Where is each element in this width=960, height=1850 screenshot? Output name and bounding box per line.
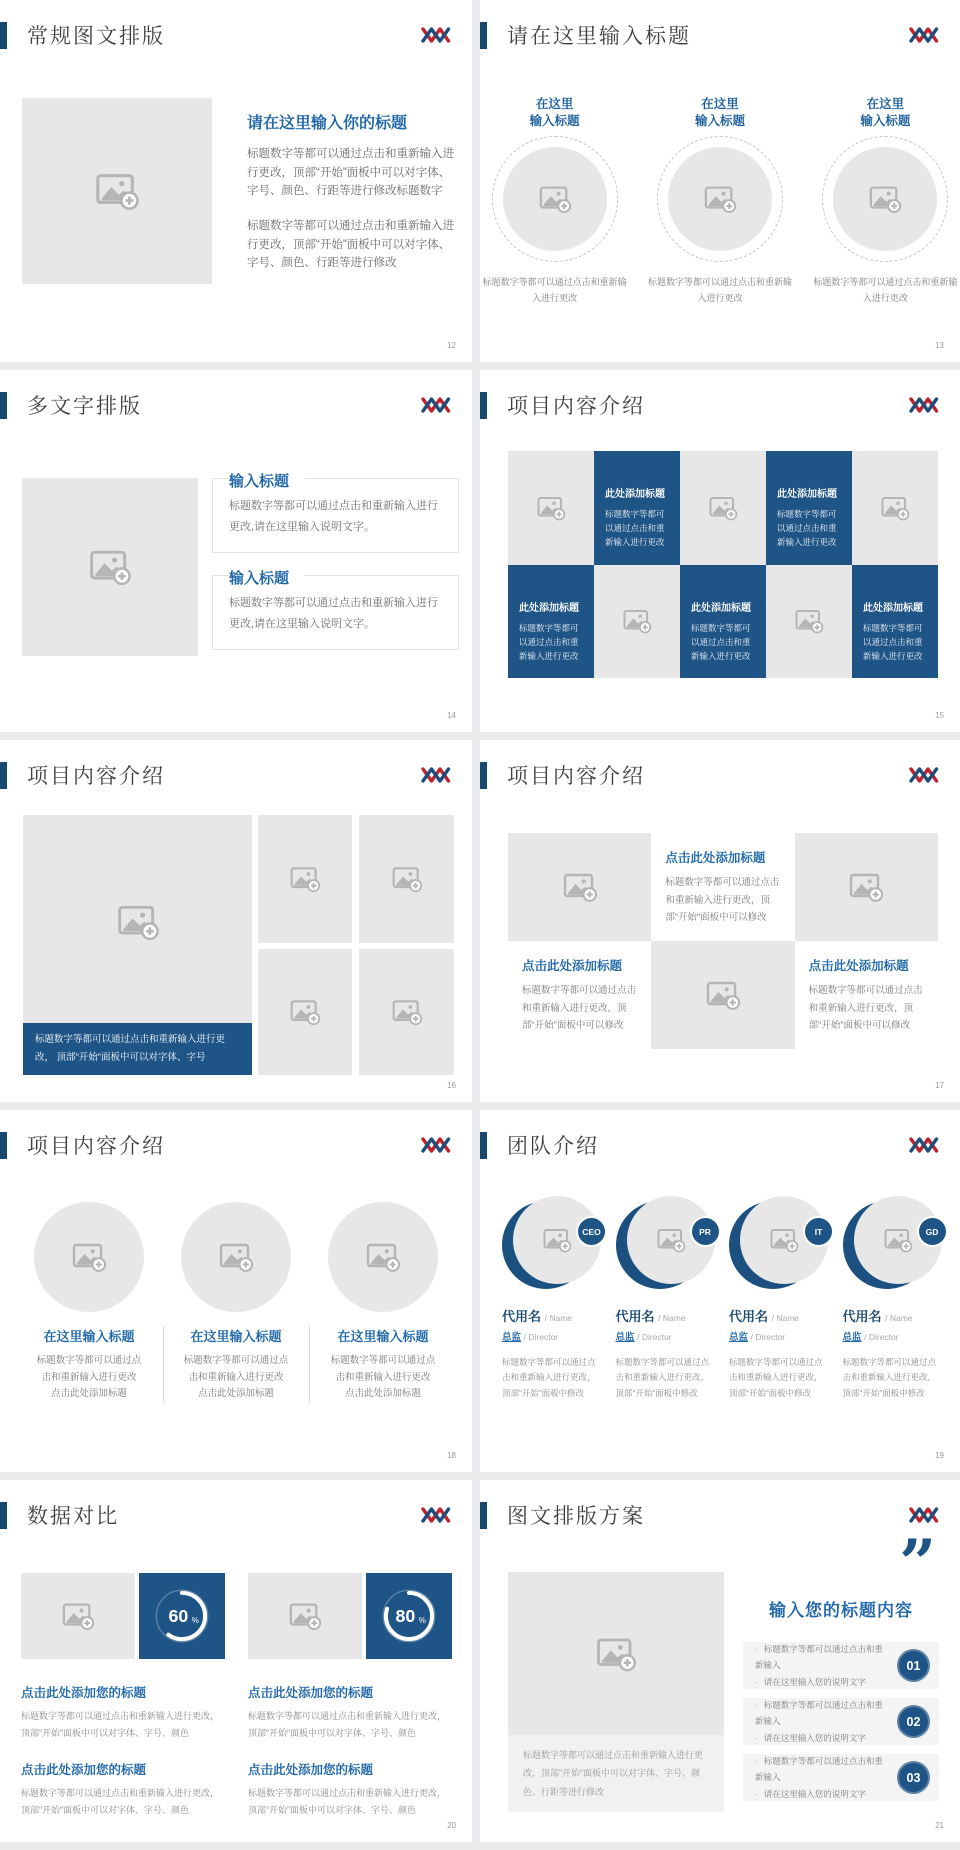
- image-placeholder-icon: [848, 869, 884, 905]
- slide-card-17[interactable]: [480, 740, 960, 1102]
- text-tile: [852, 565, 938, 679]
- image-with-caption: [508, 1572, 724, 1812]
- slide-title: 项目内容介绍: [27, 765, 165, 788]
- image-caption-bar: 标题数字等都可以通过点击和重新输入进行更改， 顶部“开始”面板中可以对字体、字号: [23, 1023, 252, 1075]
- page-number: 18: [447, 1451, 456, 1460]
- slide-header: [0, 390, 456, 420]
- image-placeholder-icon: [116, 900, 160, 944]
- image-placeholder[interactable]: [508, 833, 651, 941]
- slide-header: [480, 20, 944, 50]
- slide-header: [480, 760, 944, 790]
- dashed-circle: [657, 136, 783, 262]
- image-placeholder[interactable]: [181, 1202, 291, 1312]
- slide-title: 项目内容介绍: [27, 1135, 165, 1158]
- cell-heading: 点击此处添加标题: [808, 959, 909, 973]
- image-placeholder-icon: [289, 996, 321, 1028]
- list-item: [743, 1642, 939, 1689]
- list-item: [645, 96, 794, 306]
- image-placeholder-icon: [94, 168, 140, 214]
- title-accent-bar: [480, 1132, 487, 1159]
- image-placeholder-icon: [71, 1239, 107, 1275]
- image-placeholder[interactable]: [22, 98, 212, 284]
- image-placeholder-icon: [794, 606, 824, 636]
- slide-title: 请在这里输入标题: [507, 25, 691, 48]
- main-image-placeholder[interactable]: [23, 815, 252, 1075]
- member-role: 总监 / Director: [502, 1332, 559, 1343]
- image-caption: 标题数字等都可以通过点击和重新输入进行更改，顶部“开始”面板中可以对字体、字号、颜色、行距等进行修改: [508, 1735, 724, 1812]
- brand-logo-icon: [418, 1506, 456, 1524]
- image-placeholder-icon: [880, 493, 910, 523]
- slide-card-18[interactable]: [0, 1110, 472, 1472]
- image-placeholder-icon: [365, 1239, 401, 1275]
- slide-card-20[interactable]: [0, 1480, 472, 1842]
- image-placeholder[interactable]: [594, 565, 680, 679]
- image-placeholder-icon: [538, 182, 572, 216]
- tile-body: 标题数字等都可以通过点击和重新输入进行更改: [863, 622, 923, 661]
- title-accent-bar: [480, 1502, 487, 1529]
- text-cell: [651, 833, 794, 941]
- member-figure: [616, 1196, 716, 1292]
- image-placeholder[interactable]: [328, 1202, 438, 1312]
- svg-text:%: %: [191, 1616, 199, 1626]
- text-section: [21, 1659, 225, 1742]
- column-heading: 在这里输入标题: [43, 1329, 135, 1344]
- image-placeholder[interactable]: [833, 147, 937, 251]
- image-placeholder-icon: [622, 606, 652, 636]
- image-placeholder-icon: [562, 869, 598, 905]
- number-badge: 01: [897, 1649, 930, 1682]
- text-section: [248, 1742, 452, 1819]
- list-item: [743, 1698, 939, 1745]
- image-placeholder[interactable]: [680, 451, 766, 565]
- slide-title: 多文字排版: [27, 395, 142, 418]
- dashed-circle: [492, 136, 618, 262]
- image-placeholder-icon: [218, 1239, 254, 1275]
- title-accent-bar: [0, 22, 7, 49]
- page-number: 17: [935, 1081, 944, 1090]
- image-placeholder[interactable]: [503, 147, 607, 251]
- item-text: · 标题数字等都可以通过点击和重新输入 · 请在这里输入您的说明文字: [743, 1753, 891, 1803]
- text-cell: [508, 941, 651, 1049]
- slide-card-12[interactable]: [0, 0, 472, 362]
- team-member: [502, 1196, 608, 1401]
- member-role: 总监 / Director: [729, 1332, 786, 1343]
- role-badge: CEO: [578, 1218, 605, 1245]
- section-heading: 点击此处添加您的标题: [21, 1686, 147, 1700]
- brand-logo-icon: [418, 766, 456, 784]
- text-column: 在这里输入标题 标题数字等都可以通过点 击和重新输入进行更改 点击此处添加标题: [16, 1326, 163, 1403]
- number-badge: 03: [897, 1761, 930, 1794]
- text-section: [248, 1659, 452, 1742]
- text-column: 在这里输入标题 标题数字等都可以通过点 击和重新输入进行更改 点击此处添加标题: [163, 1326, 310, 1403]
- image-placeholder[interactable]: [21, 1573, 135, 1659]
- item-heading: 在这里 输入标题: [860, 97, 911, 128]
- image-placeholder[interactable]: [651, 941, 794, 1049]
- tile-heading: 此处添加标题: [519, 602, 579, 614]
- team-member: [616, 1196, 722, 1401]
- slide-title: 图文排版方案: [507, 1505, 645, 1528]
- image-placeholder[interactable]: [508, 451, 594, 565]
- image-placeholder-icon: [61, 1599, 95, 1633]
- dashed-circle: [822, 136, 948, 262]
- percent-box: [366, 1573, 452, 1659]
- page-number: 19: [935, 1451, 944, 1460]
- slide-title: 团队介绍: [507, 1135, 599, 1158]
- slide-card-19[interactable]: [480, 1110, 960, 1472]
- role-badge: IT: [805, 1218, 832, 1245]
- panel-graphic: [248, 1573, 452, 1659]
- comparison-panel: [248, 1573, 452, 1819]
- item-caption: 标题数字等都可以通过点击和重新输入进行更改: [647, 276, 792, 303]
- item-caption: 标题数字等都可以通过点击和重新输入进行更改: [813, 276, 958, 303]
- image-placeholder[interactable]: [248, 1573, 362, 1659]
- quote-icon: ”: [899, 1526, 936, 1601]
- slide-card-16[interactable]: [0, 740, 472, 1102]
- member-name: 代用名 / Name: [842, 1309, 913, 1324]
- section-body: 标题数字等都可以通过点击和重新输入进行更改,请在这里输入说明文字。: [229, 596, 438, 630]
- text-block: [247, 110, 459, 289]
- section-body: 标题数字等都可以通过点击和重新输入进行更改,请在这里输入说明文字。: [229, 500, 438, 533]
- title-accent-bar: [0, 762, 7, 789]
- member-name: 代用名 / Name: [502, 1309, 573, 1324]
- slide-card-14[interactable]: [0, 370, 472, 732]
- image-placeholder-icon: [703, 182, 737, 216]
- member-figure: [502, 1196, 602, 1292]
- text-tile: [508, 565, 594, 679]
- image-placeholder[interactable]: [258, 949, 352, 1075]
- title-accent-bar: [480, 762, 487, 789]
- cell-heading: 点击此处添加标题: [522, 959, 623, 973]
- brand-logo-icon: [906, 1506, 944, 1524]
- percent-box: [139, 1573, 225, 1659]
- slide-header: [480, 390, 944, 420]
- image-placeholder[interactable]: [359, 949, 454, 1075]
- image-placeholder-icon: [536, 493, 566, 523]
- brand-logo-icon: [906, 766, 944, 784]
- slide-header: [480, 1130, 944, 1160]
- tile-heading: 此处添加标题: [863, 602, 923, 614]
- image-placeholder-icon: [391, 996, 423, 1028]
- member-figure: [843, 1196, 943, 1292]
- list-item: [743, 1754, 939, 1801]
- slide-header: [0, 20, 456, 50]
- svg-text:%: %: [418, 1616, 426, 1626]
- brand-logo-icon: [418, 1136, 456, 1154]
- team-member: [843, 1196, 949, 1401]
- checkerboard-grid: [508, 451, 938, 678]
- cell-body: 标题数字等都可以通过点击和重新输入进行更改，顶部“开始”面板中可以修改: [808, 985, 923, 1032]
- brand-logo-icon: [906, 1136, 944, 1154]
- section-body: 标题数字等都可以通过点击和重新输入进行更改，顶部“开始”面板中可以对字体、字号、颜色: [21, 1711, 220, 1739]
- section-heading: 点击此处添加您的标题: [21, 1763, 147, 1778]
- image-placeholder-icon: [705, 977, 741, 1013]
- text-tile: [766, 451, 852, 565]
- role-badge: PR: [692, 1218, 719, 1245]
- number-badge: 02: [897, 1705, 930, 1738]
- text-cell: [795, 941, 938, 1049]
- section-body: 标题数字等都可以通过点击和重新输入进行更改，顶部“开始”面板中可以对字体、字号、颜色: [21, 1788, 220, 1816]
- image-placeholder-icon: [391, 863, 423, 895]
- comparison-panel: [21, 1573, 225, 1819]
- column-heading: 在这里输入标题: [190, 1329, 282, 1344]
- member-description: 标题数字等都可以通过点击和重新输入进行更改，顶部“开始”面板中修改: [615, 1357, 710, 1398]
- mosaic-grid: [508, 833, 938, 1049]
- block-heading: 请在这里输入你的标题: [247, 115, 408, 132]
- panel-graphic: [21, 1573, 225, 1659]
- tile-body: 标题数字等都可以通过点击和重新输入进行更改: [777, 509, 837, 548]
- item-heading: 在这里 输入标题: [529, 97, 580, 128]
- item-caption: 标题数字等都可以通过点击和重新输入进行更改: [482, 276, 627, 303]
- image-placeholder[interactable]: [34, 1202, 144, 1312]
- slide-title: 常规图文排版: [27, 25, 165, 48]
- member-description: 标题数字等都可以通过点击和重新输入进行更改，顶部“开始”面板中修改: [842, 1357, 937, 1398]
- title-accent-bar: [480, 22, 487, 49]
- page-number: 20: [447, 1821, 456, 1830]
- page-number: 14: [447, 711, 456, 720]
- item-text: · 标题数字等都可以通过点击和重新输入 · 请在这里输入您的说明文字: [743, 1641, 891, 1691]
- cell-body: 标题数字等都可以通过点击和重新输入进行更改，顶部“开始”面板中可以修改: [522, 985, 637, 1032]
- title-accent-bar: [0, 1132, 7, 1159]
- page-number: 21: [935, 1821, 944, 1830]
- image-placeholder-icon: [868, 182, 902, 216]
- donut-chart: [377, 1584, 441, 1648]
- section-heading: 点击此处添加您的标题: [248, 1686, 374, 1700]
- text-section: [212, 473, 459, 553]
- donut-chart: [150, 1584, 214, 1648]
- role-badge: GD: [919, 1218, 946, 1245]
- image-placeholder-icon: [656, 1225, 686, 1255]
- cell-heading: 点击此处添加标题: [665, 851, 766, 865]
- slide-card-13[interactable]: [480, 0, 960, 362]
- numbered-list: [743, 1642, 939, 1810]
- image-placeholder-icon: [288, 1599, 322, 1633]
- brand-logo-icon: [906, 26, 944, 44]
- image-placeholder[interactable]: [766, 565, 852, 679]
- image-placeholder[interactable]: [668, 147, 772, 251]
- page-number: 13: [935, 341, 944, 350]
- image-placeholder[interactable]: [795, 833, 938, 941]
- member-figure: [729, 1196, 829, 1292]
- slide-header: [480, 1500, 944, 1530]
- title-accent-bar: [480, 392, 487, 419]
- text-columns: [12, 1326, 460, 1403]
- slide-title: 项目内容介绍: [507, 765, 645, 788]
- slide-card-15[interactable]: [480, 370, 960, 732]
- text-column: 在这里输入标题 标题数字等都可以通过点 击和重新输入进行更改 点击此处添加标题: [310, 1326, 457, 1403]
- section-heading: 点击此处添加您的标题: [248, 1763, 374, 1778]
- list-item: [480, 96, 629, 306]
- slide-header: [0, 760, 456, 790]
- brand-logo-icon: [906, 396, 944, 414]
- image-placeholder-icon: [289, 863, 321, 895]
- image-placeholder-icon: [769, 1225, 799, 1255]
- item-text: · 标题数字等都可以通过点击和重新输入 · 请在这里输入您的说明文字: [743, 1697, 891, 1747]
- slide-title: 项目内容介绍: [507, 395, 645, 418]
- text-tile: [680, 565, 766, 679]
- tile-body: 标题数字等都可以通过点击和重新输入进行更改: [605, 509, 665, 548]
- image-placeholder-icon: [88, 545, 132, 589]
- text-sections: [212, 473, 459, 672]
- tile-heading: 此处添加标题: [605, 489, 665, 500]
- image-placeholder[interactable]: [258, 815, 352, 943]
- list-item: [811, 96, 960, 306]
- brand-logo-icon: [418, 396, 456, 414]
- slide-card-21[interactable]: [480, 1480, 960, 1842]
- body-paragraph: 标题数字等都可以通过点击和重新输入进行更改，顶部“开始”面板中可以对字体、字号、颜色、行距等进行修改: [247, 219, 454, 270]
- team-member: [729, 1196, 835, 1401]
- brand-logo-icon: [418, 26, 456, 44]
- tile-heading: 此处添加标题: [777, 489, 837, 500]
- title-accent-bar: [0, 1502, 7, 1529]
- member-name: 代用名 / Name: [729, 1309, 800, 1324]
- body-paragraph: 标题数字等都可以通过点击和重新输入进行更改，顶部“开始”面板中可以对字体、字号、颜色、行距等进行修改标题数字: [247, 148, 454, 198]
- section-heading: 输入标题: [229, 567, 305, 588]
- text-tile: [594, 451, 680, 565]
- slide-title: 数据对比: [27, 1505, 119, 1528]
- member-name: 代用名 / Name: [615, 1309, 686, 1324]
- title-accent-bar: [0, 392, 7, 419]
- image-placeholder[interactable]: [508, 1572, 724, 1735]
- tile-body: 标题数字等都可以通过点击和重新输入进行更改: [691, 622, 751, 661]
- text-section: [21, 1742, 225, 1819]
- team-row: [502, 1196, 948, 1401]
- cell-body: 标题数字等都可以通过点击和重新输入进行更改，顶部“开始”面板中可以修改: [665, 877, 780, 924]
- page-number: 15: [935, 711, 944, 720]
- tile-heading: 此处添加标题: [691, 602, 751, 614]
- circle-items-row: [480, 96, 960, 306]
- image-placeholder-icon: [883, 1225, 913, 1255]
- svg-text:60: 60: [168, 1606, 189, 1627]
- slide-header: [0, 1500, 456, 1530]
- column-heading: 在这里输入标题: [337, 1329, 429, 1344]
- section-body: 标题数字等都可以通过点击和重新输入进行更改，顶部“开始”面板中可以对字体、字号、颜色: [248, 1711, 447, 1739]
- image-placeholder[interactable]: [852, 451, 938, 565]
- member-role: 总监 / Director: [842, 1332, 899, 1343]
- image-placeholder[interactable]: [359, 815, 454, 943]
- tile-body: 标题数字等都可以通过点击和重新输入进行更改: [519, 622, 579, 661]
- section-body: 标题数字等都可以通过点击和重新输入进行更改，顶部“开始”面板中可以对字体、字号、颜色: [248, 1788, 447, 1816]
- image-placeholder-icon: [542, 1225, 572, 1255]
- block-heading: 输入您的标题内容: [769, 1601, 913, 1620]
- section-heading: 输入标题: [229, 470, 305, 491]
- member-description: 标题数字等都可以通过点击和重新输入进行更改，顶部“开始”面板中修改: [729, 1357, 823, 1398]
- image-placeholder-icon: [708, 493, 738, 523]
- item-heading: 在这里 输入标题: [694, 97, 745, 128]
- page-number: 16: [447, 1081, 456, 1090]
- image-placeholder-icon: [595, 1633, 637, 1675]
- circle-row: [0, 1202, 472, 1312]
- image-placeholder[interactable]: [22, 478, 198, 656]
- page-number: 12: [447, 341, 456, 350]
- svg-text:80: 80: [395, 1606, 416, 1627]
- slide-header: [0, 1130, 456, 1160]
- text-section: [212, 569, 459, 650]
- member-description: 标题数字等都可以通过点击和重新输入进行更改，顶部“开始”面板中修改: [502, 1357, 596, 1398]
- member-role: 总监 / Director: [615, 1332, 672, 1343]
